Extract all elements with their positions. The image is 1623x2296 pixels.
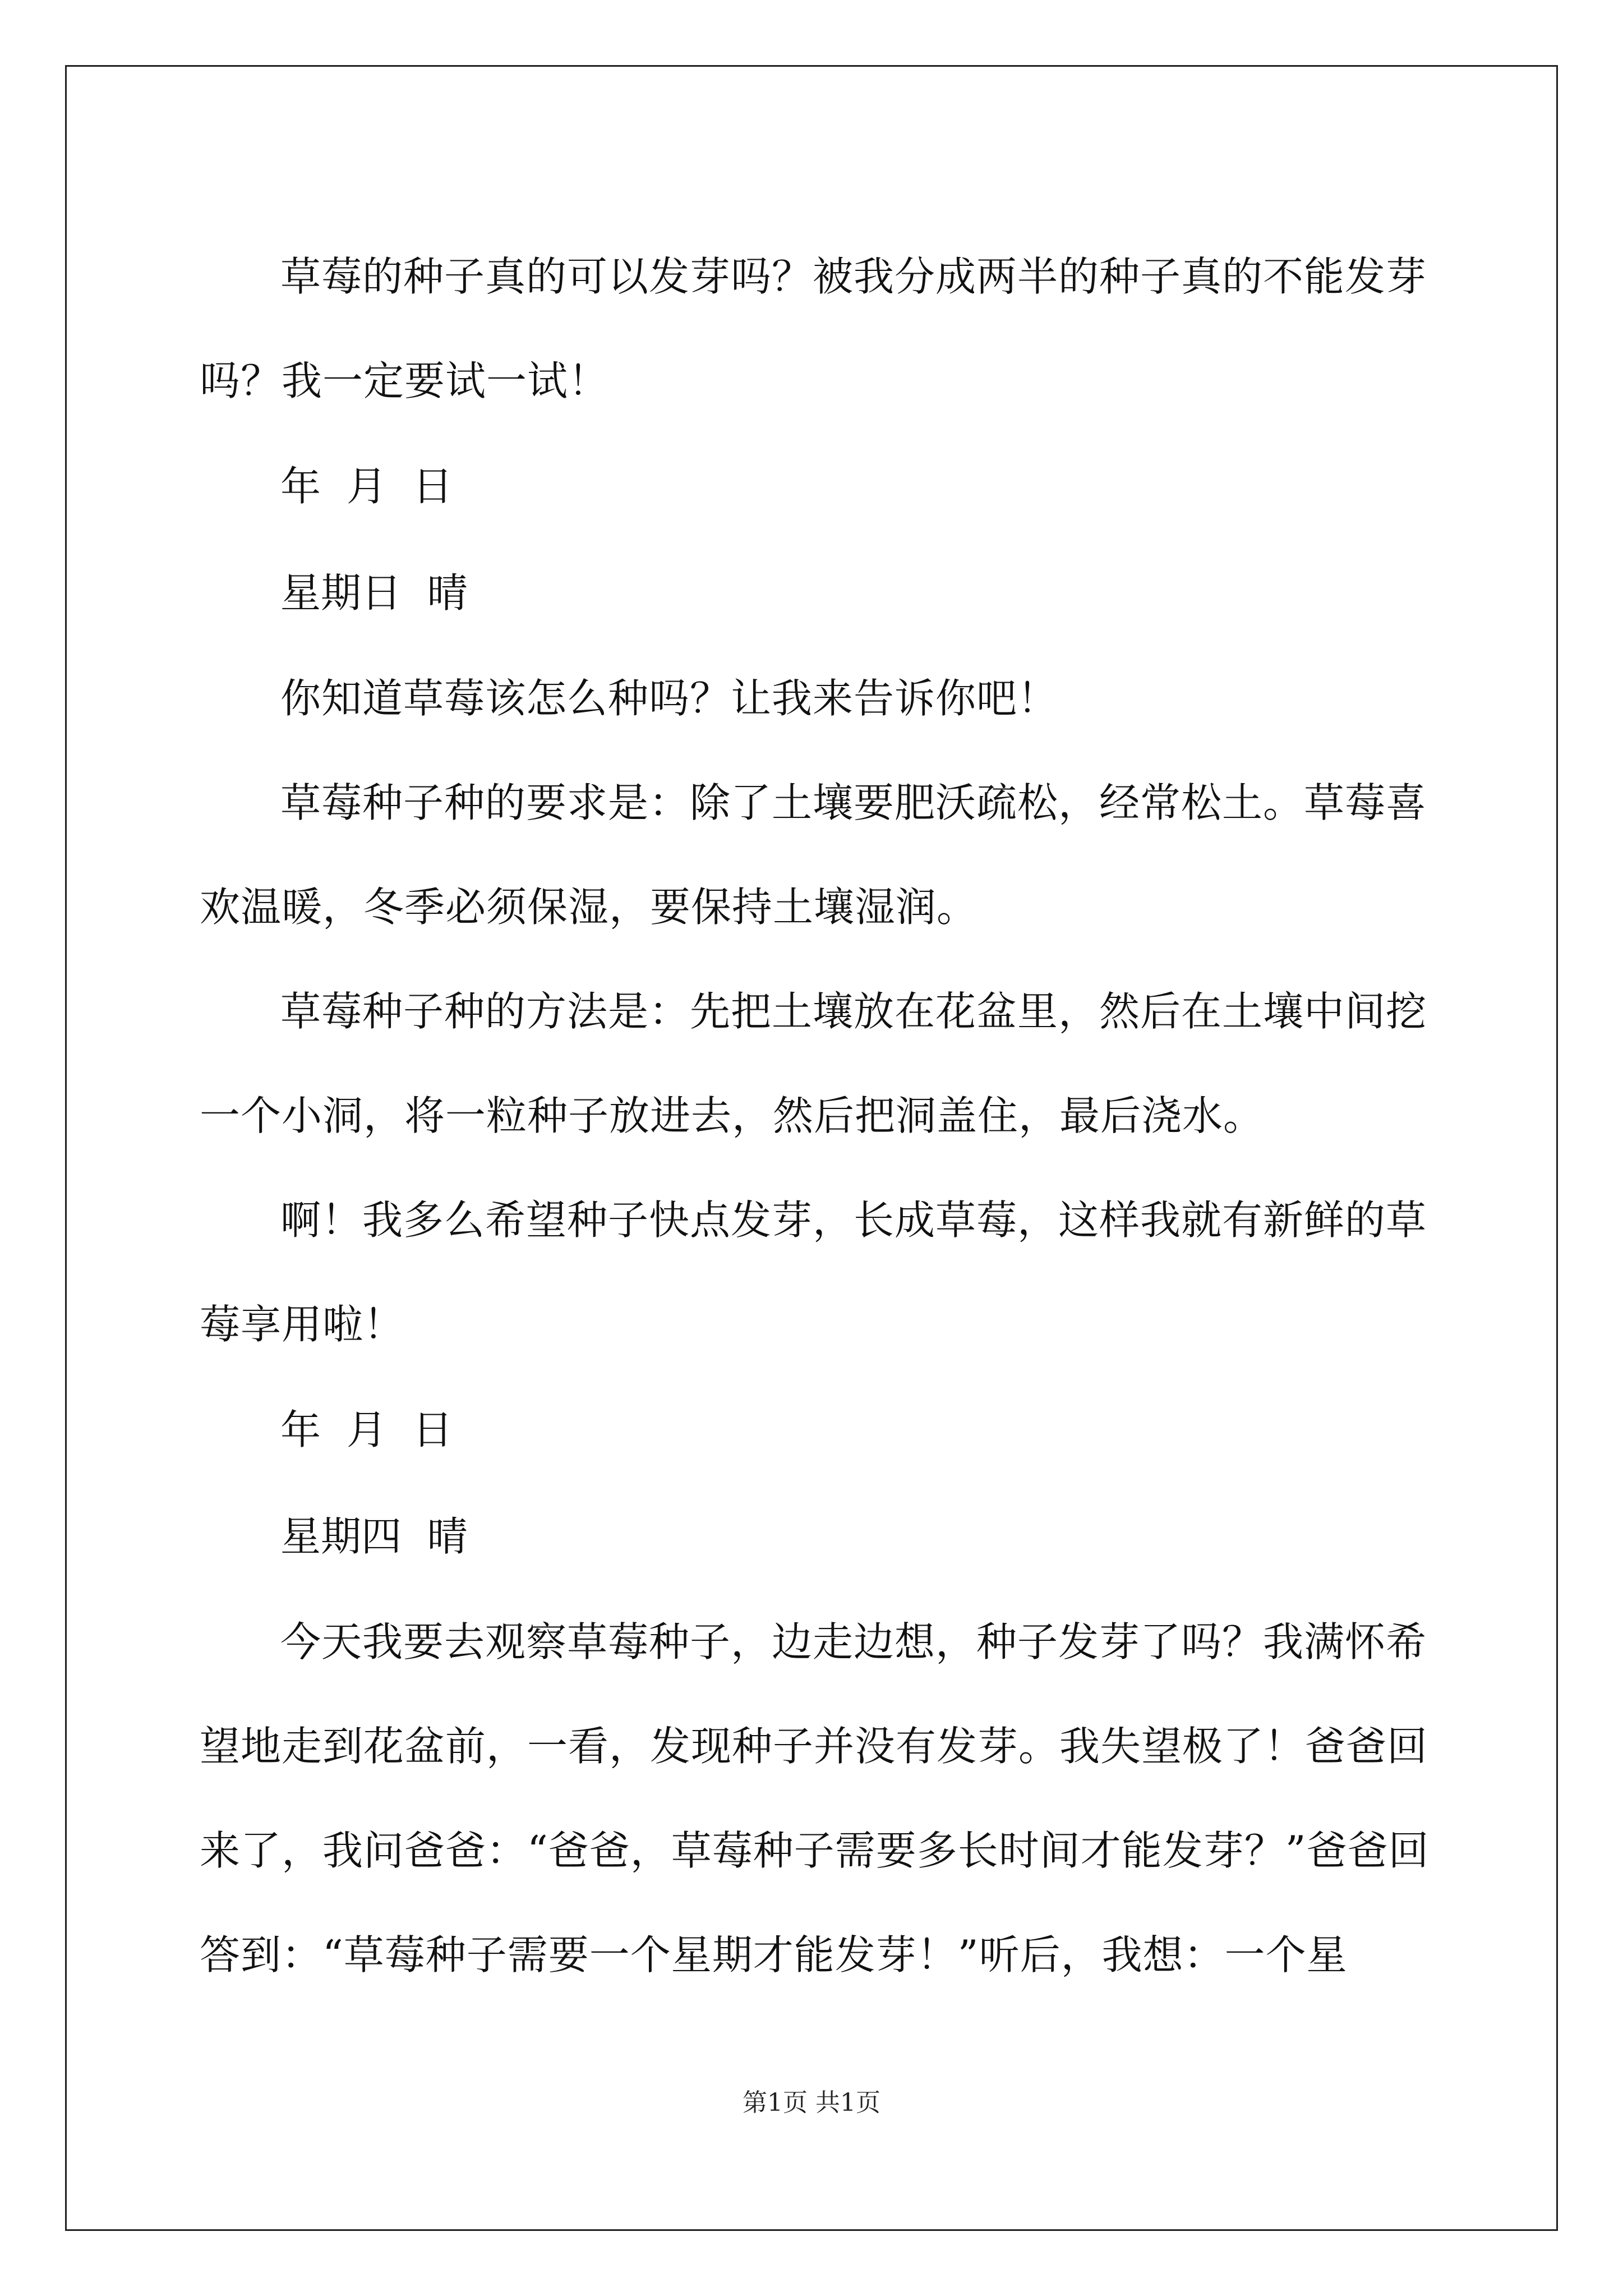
paragraph: 草莓种子种的方法是：先把土壤放在花盆里，然后在土壤中间挖一个小洞，将一粒种子放进去，然后把洞盖住，最后浇水。 [200,988,1427,1139]
date-line: 年 月 日 [280,1406,453,1453]
paragraph: 啊！我多么希望种子快点发芽，长成草莓，这样我就有新鲜的草莓享用啦！ [200,1197,1427,1348]
document-body [200,224,1433,2007]
paragraph: 你知道草莓该怎么种吗？让我来告诉你吧！ [280,675,1059,722]
page-footer: 第1页 共1页 [743,2088,880,2117]
weekday-weather-line: 星期日 晴 [280,569,468,616]
date-line: 年 月 日 [280,463,453,510]
paragraph: 草莓的种子真的可以发芽吗？被我分成两半的种子真的不能发芽吗？我一定要试一试！ [200,253,1427,404]
paragraph: 草莓种子种的要求是：除了土壤要肥沃疏松，经常松土。草莓喜欢温暖，冬季必须保湿，要保持土壤湿润。 [200,779,1427,931]
weekday-weather-line: 星期四 晴 [280,1513,468,1560]
paragraph: 今天我要去观察草莓种子，边走边想，种子发芽了吗？我满怀希望地走到花盆前，一看，发现种子并没有发芽。我失望极了！爸爸回来了，我问爸爸：“爸爸，草莓种子需要多长时间才能发芽？”爸爸回答到：“草莓种子需要一个星期才能发芽！”听后，我想：一个星 [200,1618,1430,1978]
